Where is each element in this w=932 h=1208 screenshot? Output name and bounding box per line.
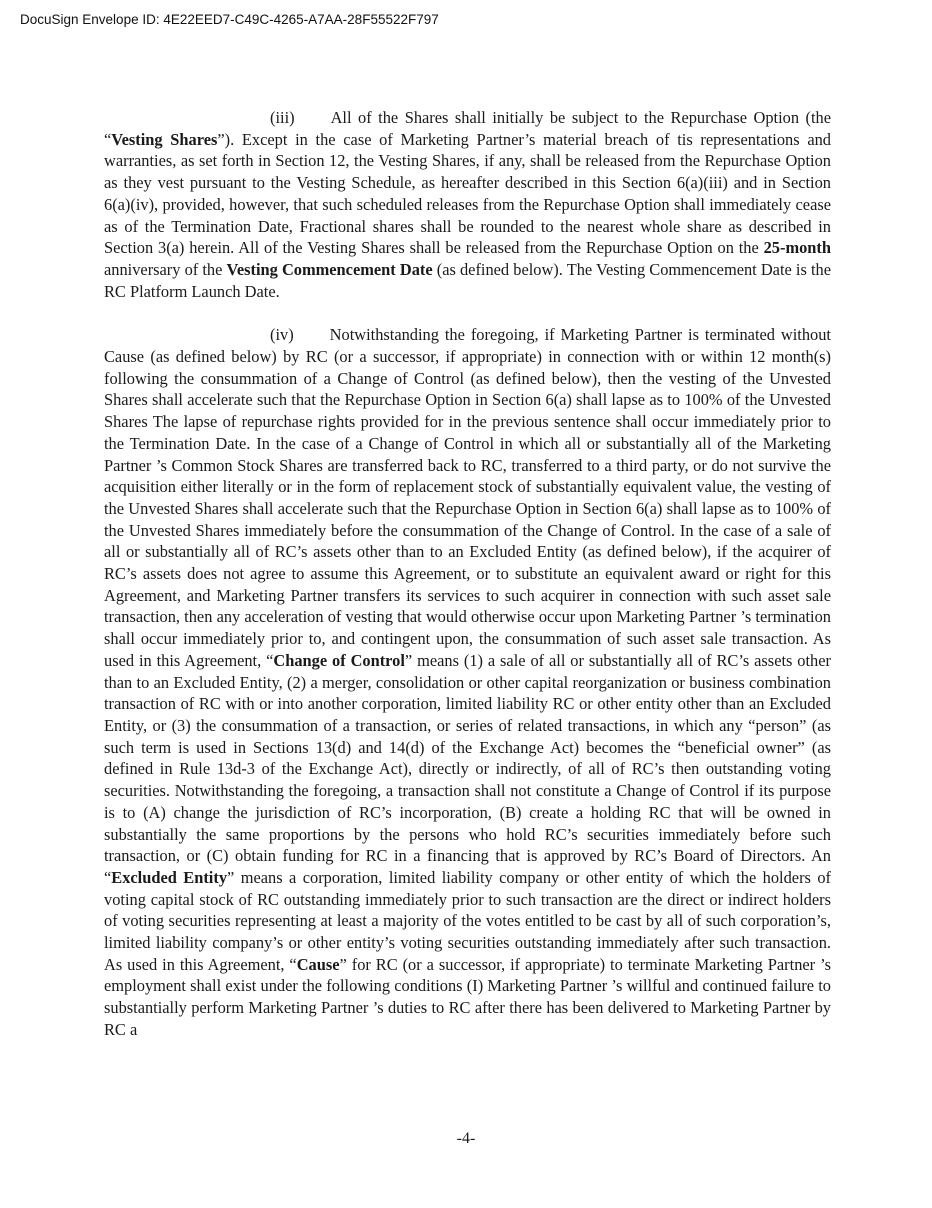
paragraph-section-6a-iv: (iv) Notwithstanding the foregoing, if Marketing Partner is terminated without Cause (as defined below) by RC (or a successor, if appropriate) in connection with or within 12 month(s) following the consummation of a Change of Control (as defined below), then the vesting of the Unvested Shares shall accelerate such that the Repurchase Option in Section 6(a) shall lapse as to 100% of the Unvested Shares The lapse of repurchase rights provided for in the previous sentence shall occur immediately prior to the Termination Date. In the case of a Change of Control in which all or substantially all of the Marketing Partner ’s Common Stock Shares are transferred back to RC, transferred to a third party, or do not survive the acquisition either literally or in the form of replacement stock of substantially equivalent value, the vesting of the Unvested Shares shall accelerate such that the Repurchase Option in Section 6(a) shall lapse as to 100% of the Unvested Shares immediately before the consummation of the Change of Control. In the case of a sale of all or substantially all of RC’s assets other than to an Excluded Entity (as defined below), if the acquirer of RC’s assets does not agree to assume this Agreement, or to substitute an equivalent award or right for this Agreement, and Marketing Partner transfers its services to such acquirer in connection with such asset sale transaction, then any acceleration of vesting that would otherwise occur upon Marketing Partner ’s termination shall occur immediately prior to, and contingent upon, the consummation of such asset sale transaction. As used in this Agreement, “Change of Control” means (1) a sale of all or substantially all of RC’s assets other than to an Excluded Entity, (2) a merger, consolidation or other capital reorganization or business combination transaction of RC with or into another corporation, limited liability RC or other entity other than an Excluded Entity, or (3) the consummation of a transaction, or series of related transactions, in which any “person” (as such term is used in Sections 13(d) and 14(d) of the Exchange Act) becomes the “beneficial owner” (as defined in Rule 13d-3 of the Exchange Act), directly or indirectly, of all of RC’s then outstanding voting securities. Notwithstanding the foregoing, a transaction shall not constitute a Change of Control if its purpose is to (A) change the jurisdiction of RC’s incorporation, (B) create a holding RC that will be owned in substantially the same proportions by the persons who hold RC’s securities immediately before such transaction, or (C) obtain funding for RC in a financing that is approved by RC’s Board of Directors. An “Excluded Entity” means a corporation, limited liability company or other entity of which the holders of voting capital stock of RC outstanding immediately prior to such transaction are the direct or indirect holders of voting securities representing at least a majority of the votes entitled to be cast by all of such corporation’s, limited liability company’s or other entity’s voting securities outstanding immediately after such transaction. As used in this Agreement, “Cause” for RC (or a successor, if appropriate) to terminate Marketing Partner ’s employment shall exist under the following conditions (I) Marketing Partner ’s willful and continued failure to substantially perform Marketing Partner ’s duties to RC after there has been delivered to Marketing Partner by RC a <box>104 325 832 1039</box>
page-number: -4- <box>456 1130 476 1147</box>
document-body <box>104 107 831 1063</box>
docusign-envelope-id: DocuSign Envelope ID: 4E22EED7-C49C-4265-A7AA-28F55522F797 <box>20 12 439 27</box>
paragraph-section-6a-iii: (iii) All of the Shares shall initially be subject to the Repurchase Option (the “Vesting Shares”). Except in the case of Marketing Partner’s material breach of tis representations and warranties, as set forth in Section 12, the Vesting Shares, if any, shall be released from the Repurchase Option as they vest pursuant to the Vesting Schedule, as hereafter described in this Section 6(a)(iii) and in Section 6(a)(iv), provided, however, that such scheduled releases from the Repurchase Option shall immediately cease as of the Termination Date, Fractional shares shall be rounded to the nearest whole share as described in Section 3(a) herein. All of the Vesting Shares shall be released from the Repurchase Option on the 25-month anniversary of the Vesting Commencement Date (as defined below). The Vesting Commencement Date is the RC Platform Launch Date. <box>104 108 831 301</box>
